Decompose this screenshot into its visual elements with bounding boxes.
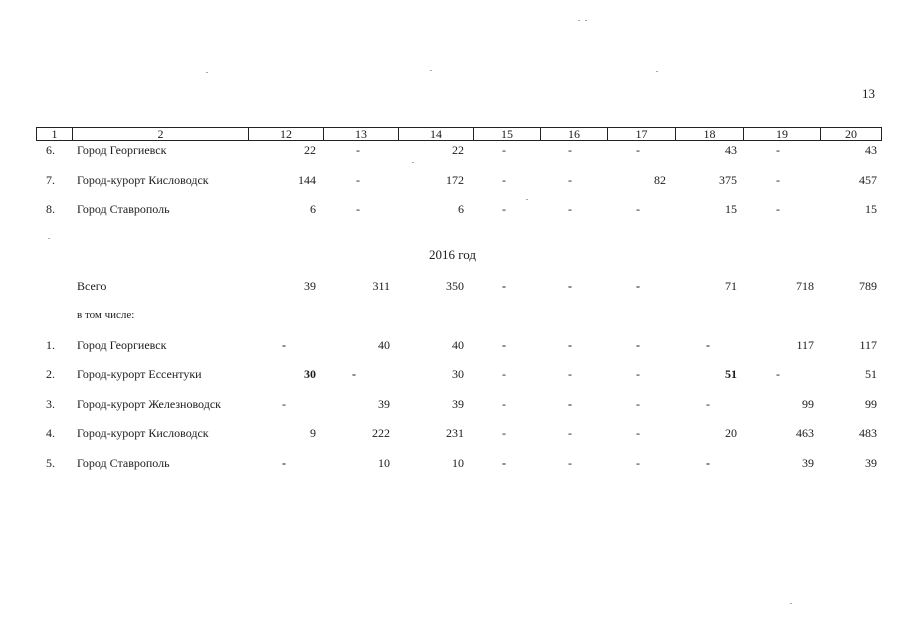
value-cell: - — [502, 338, 506, 352]
value-cell: 6 — [458, 202, 464, 216]
scan-speck — [48, 238, 50, 239]
value-cell: 39 — [378, 397, 390, 411]
value-cell: 30 — [452, 367, 464, 381]
value-cell: - — [636, 338, 640, 352]
value-cell: - — [636, 456, 640, 470]
value-cell: - — [776, 173, 780, 187]
value-cell: 71 — [725, 279, 737, 293]
value-cell: 463 — [796, 426, 814, 440]
value-cell: 9 — [310, 426, 316, 440]
value-cell: 375 — [719, 173, 737, 187]
value-cell: - — [502, 279, 506, 293]
row-number: 8. — [46, 202, 55, 216]
value-cell: 457 — [859, 173, 877, 187]
row-number: 5. — [46, 456, 55, 470]
table-row — [0, 455, 905, 471]
value-cell: - — [568, 202, 572, 216]
table-row — [0, 366, 905, 382]
value-cell: - — [568, 456, 572, 470]
value-cell: - — [502, 202, 506, 216]
value-cell: 10 — [378, 456, 390, 470]
column-header: 14 — [398, 128, 473, 140]
value-cell: 10 — [452, 456, 464, 470]
row-number: 4. — [46, 426, 55, 440]
value-cell: - — [776, 367, 780, 381]
value-cell: - — [502, 173, 506, 187]
row-name: Город-курорт Железноводск — [77, 397, 221, 411]
value-cell: - — [352, 367, 356, 381]
value-cell: - — [282, 338, 286, 352]
row-name: Город Георгиевск — [77, 143, 167, 157]
value-cell: - — [568, 279, 572, 293]
value-cell: 30 — [304, 367, 316, 381]
value-cell: - — [706, 397, 710, 411]
value-cell: 6 — [310, 202, 316, 216]
value-cell: 43 — [725, 143, 737, 157]
value-cell: - — [706, 456, 710, 470]
value-cell: - — [568, 173, 572, 187]
table-header — [36, 127, 882, 141]
row-name: Город Георгиевск — [77, 338, 167, 352]
column-header: 19 — [743, 128, 820, 140]
row-number: 1. — [46, 338, 55, 352]
column-header: 12 — [248, 128, 323, 140]
value-cell: - — [636, 397, 640, 411]
value-cell: - — [568, 338, 572, 352]
column-header: 15 — [473, 128, 540, 140]
value-cell: 82 — [654, 173, 666, 187]
row-number: 6. — [46, 143, 55, 157]
scan-speck — [526, 199, 528, 200]
value-cell: 172 — [446, 173, 464, 187]
value-cell: 117 — [859, 338, 877, 352]
value-cell: 99 — [865, 397, 877, 411]
value-cell: 144 — [298, 173, 316, 187]
scan-speck — [430, 70, 432, 71]
value-cell: 311 — [372, 279, 390, 293]
value-cell: - — [282, 456, 286, 470]
value-cell: - — [502, 367, 506, 381]
value-cell: 20 — [725, 426, 737, 440]
column-header: 1 — [51, 127, 58, 141]
column-header: 18 — [675, 128, 743, 140]
row-name: Город Ставрополь — [77, 456, 170, 470]
value-cell: 99 — [802, 397, 814, 411]
value-cell: - — [636, 202, 640, 216]
value-cell: 51 — [865, 367, 877, 381]
scan-speck — [790, 603, 792, 604]
scan-speck — [585, 20, 587, 21]
column-header: 20 — [820, 128, 881, 140]
value-cell: - — [502, 426, 506, 440]
table-row — [0, 201, 905, 217]
value-cell: 231 — [446, 426, 464, 440]
value-cell: - — [636, 367, 640, 381]
value-cell: - — [636, 143, 640, 157]
column-header: 17 — [607, 128, 675, 140]
value-cell: 22 — [452, 143, 464, 157]
row-name: Город-курорт Ессентуки — [77, 367, 202, 381]
value-cell: - — [502, 456, 506, 470]
row-number: 7. — [46, 173, 55, 187]
row-number: 2. — [46, 367, 55, 381]
value-cell: - — [568, 397, 572, 411]
scan-speck — [578, 20, 580, 21]
value-cell: 15 — [865, 202, 877, 216]
value-cell: - — [706, 338, 710, 352]
value-cell: - — [356, 173, 360, 187]
section-title: 2016 год — [429, 247, 476, 262]
value-cell: - — [568, 367, 572, 381]
value-cell: - — [776, 202, 780, 216]
value-cell: - — [502, 397, 506, 411]
value-cell: 222 — [372, 426, 390, 440]
value-cell: 15 — [725, 202, 737, 216]
value-cell: 718 — [796, 279, 814, 293]
row-name: Город-курорт Кисловодск — [77, 426, 209, 440]
value-cell: - — [356, 202, 360, 216]
row-name: Всего — [77, 279, 107, 293]
value-cell: - — [568, 143, 572, 157]
column-header: 13 — [323, 128, 398, 140]
table-row — [0, 172, 905, 188]
value-cell: 117 — [796, 338, 814, 352]
table-row — [0, 425, 905, 441]
scan-speck — [656, 71, 658, 72]
value-cell: 40 — [452, 338, 464, 352]
value-cell: - — [636, 279, 640, 293]
table-row — [0, 337, 905, 353]
value-cell: - — [356, 143, 360, 157]
subtitle-row — [0, 307, 905, 323]
scan-speck — [412, 162, 414, 163]
row-number: 3. — [46, 397, 55, 411]
column-header: 2 — [72, 128, 248, 140]
row-name: Город Ставрополь — [77, 202, 170, 216]
value-cell: 43 — [865, 143, 877, 157]
value-cell: - — [568, 426, 572, 440]
value-cell: 51 — [725, 367, 737, 381]
value-cell: 39 — [452, 397, 464, 411]
value-cell: - — [502, 143, 506, 157]
subtitle-label: в том числе: — [77, 309, 135, 321]
value-cell: 40 — [378, 338, 390, 352]
column-header: 16 — [540, 128, 607, 140]
value-cell: 39 — [802, 456, 814, 470]
row-name: Город-курорт Кисловодск — [77, 173, 209, 187]
value-cell: 22 — [304, 143, 316, 157]
value-cell: - — [776, 143, 780, 157]
total-row — [0, 278, 905, 294]
value-cell: 483 — [859, 426, 877, 440]
value-cell: - — [636, 426, 640, 440]
value-cell: 39 — [865, 456, 877, 470]
table-row — [0, 142, 905, 158]
table-row — [0, 396, 905, 412]
value-cell: - — [282, 397, 286, 411]
value-cell: 789 — [859, 279, 877, 293]
scan-speck — [206, 72, 208, 73]
value-cell: 39 — [304, 279, 316, 293]
page-number: 13 — [862, 86, 875, 101]
value-cell: 350 — [446, 279, 464, 293]
